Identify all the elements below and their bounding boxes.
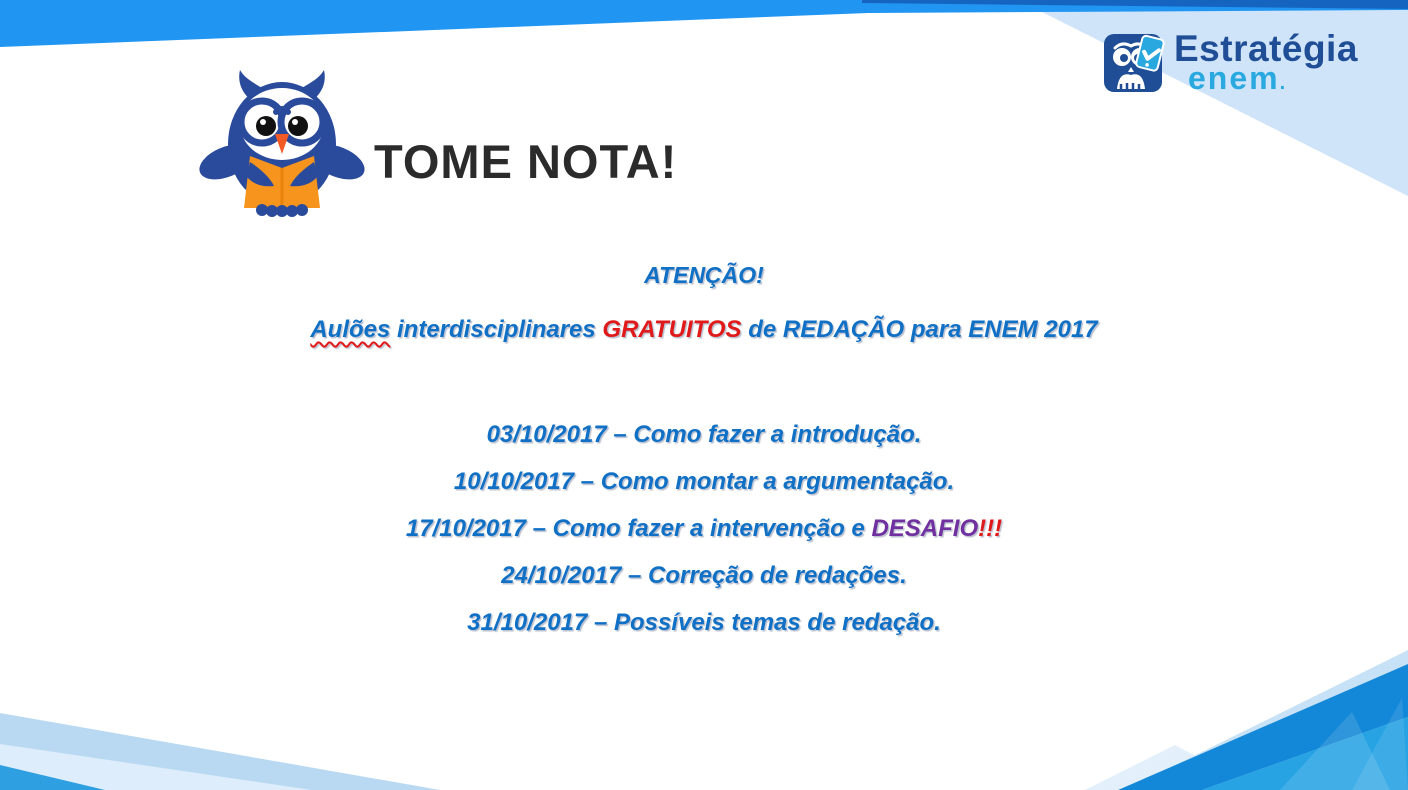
owl-badge-icon [1103,31,1167,95]
schedule-highlight-suffix: !!! [978,515,1003,542]
brand-name-secondary: enem. [1188,60,1288,96]
schedule-line: 17/10/2017 – Como fazer a intervenção e DESAFIO!!! [405,515,1003,542]
slide-title: TOME NOTA! [374,135,678,188]
schedule-list [0,420,1408,637]
schedule-line: 10/10/2017 – Como montar a argumentação. [453,468,955,495]
schedule-line: 24/10/2017 – Correção de redações. [501,562,907,589]
brand-name-primary: Estratégia [1174,28,1358,69]
attention-heading: ATENÇÃO! [644,262,764,288]
announcement-block [0,262,1408,655]
owl-mascot-icon [196,58,368,218]
schedule-highlight: DESAFIO [871,515,979,542]
brand-name [1174,28,1358,98]
brand-logo [1103,28,1358,98]
subtitle-line: Aulões interdisciplinares GRATUITOS de REDAÇÃO para ENEM 2017 [310,316,1098,343]
brand-dot: . [1279,72,1288,94]
subtitle-word-underlined: Aulões [310,316,391,343]
schedule-line: 31/10/2017 – Possíveis temas de redação. [467,609,941,636]
subtitle-highlight: GRATUITOS [602,316,742,343]
schedule-line: 03/10/2017 – Como fazer a introdução. [486,421,922,448]
